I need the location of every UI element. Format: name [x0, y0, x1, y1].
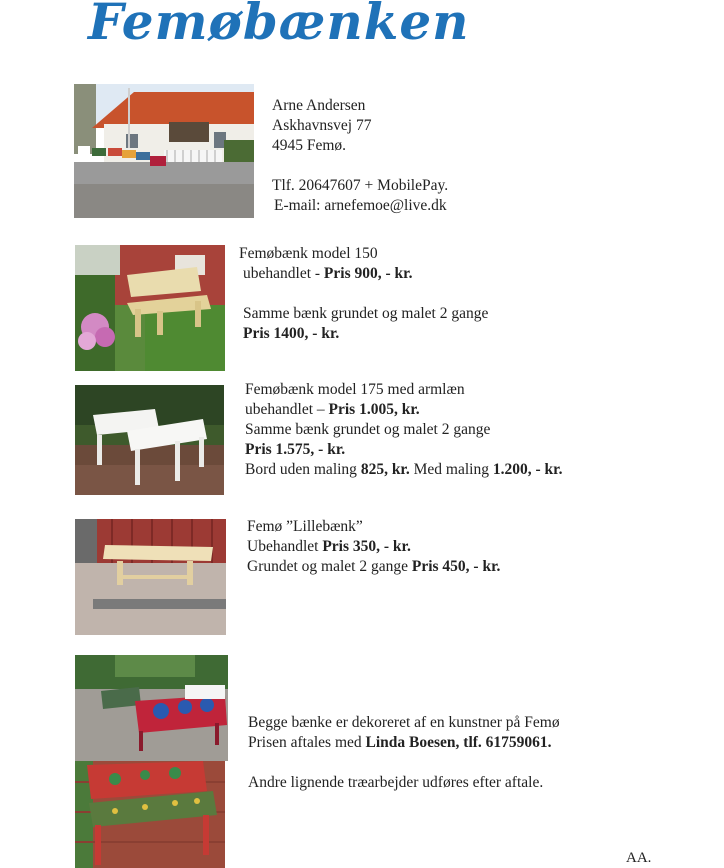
table-price: 825, kr. [360, 461, 410, 478]
lillebaenk-price: Pris 350, - kr. [322, 538, 411, 555]
decorated-bench-photo-1 [75, 655, 228, 761]
lillebaenk-painted-label: Grundet og malet 2 gange [247, 558, 412, 575]
decorated-line-1: Begge bænke er dekoreret af en kunstner på Femø [248, 714, 560, 731]
model-150-block [239, 244, 488, 344]
decorated-block [248, 713, 560, 793]
model-150-name: Femøbænk model 150 [239, 245, 378, 262]
decorated-bench-photo-2 [75, 761, 225, 868]
model-175-untreated: ubehandlet – [245, 401, 329, 418]
signature: AA. [626, 850, 652, 866]
lillebaenk-untreated: Ubehandlet [247, 538, 323, 555]
model-175-name: Femøbænk model 175 med armlæn [245, 381, 465, 398]
model-175-painted-price: Pris 1.575, - kr. [245, 441, 346, 458]
model-150-painted-price: Pris 1400, - kr. [243, 325, 340, 342]
model-175-painted-desc: Samme bænk grundet og malet 2 gange [245, 421, 491, 438]
table-painted-label: Med maling [409, 461, 493, 478]
house-photo [74, 84, 254, 218]
lillebaenk-photo [75, 519, 226, 635]
decorated-line-3: Andre lignende træarbejder udføres efter aftale. [248, 774, 544, 791]
lillebaenk-name: Femø ”Lillebænk” [247, 518, 363, 535]
bench-150-photo [75, 245, 225, 371]
bench-175-photo [75, 385, 224, 495]
contact-city: 4945 Femø. [272, 137, 347, 154]
model-150-painted-desc: Samme bænk grundet og malet 2 gange [243, 305, 489, 322]
model-175-block [245, 380, 562, 480]
table-label: Bord uden maling [245, 461, 361, 478]
model-150-price: Pris 900, - kr. [323, 265, 413, 282]
decorated-contact: Linda Boesen, tlf. 61759061. [365, 734, 552, 751]
contact-name: Arne Andersen [272, 97, 366, 114]
contact-block [272, 96, 448, 216]
lillebaenk-block [247, 517, 500, 577]
page-title: Femøbænken [88, 0, 470, 51]
decorated-price-label: Prisen aftales med [248, 734, 366, 751]
contact-email: E-mail: arnefemoe@live.dk [274, 197, 447, 214]
model-150-untreated: ubehandlet - [243, 265, 324, 282]
lillebaenk-painted-price: Pris 450, - kr. [411, 558, 501, 575]
table-painted-price: 1.200, - kr. [492, 461, 563, 478]
contact-street: Askhavnsvej 77 [272, 117, 372, 134]
model-175-price: Pris 1.005, kr. [328, 401, 420, 418]
contact-phone: Tlf. 20647607 + MobilePay. [272, 177, 449, 194]
